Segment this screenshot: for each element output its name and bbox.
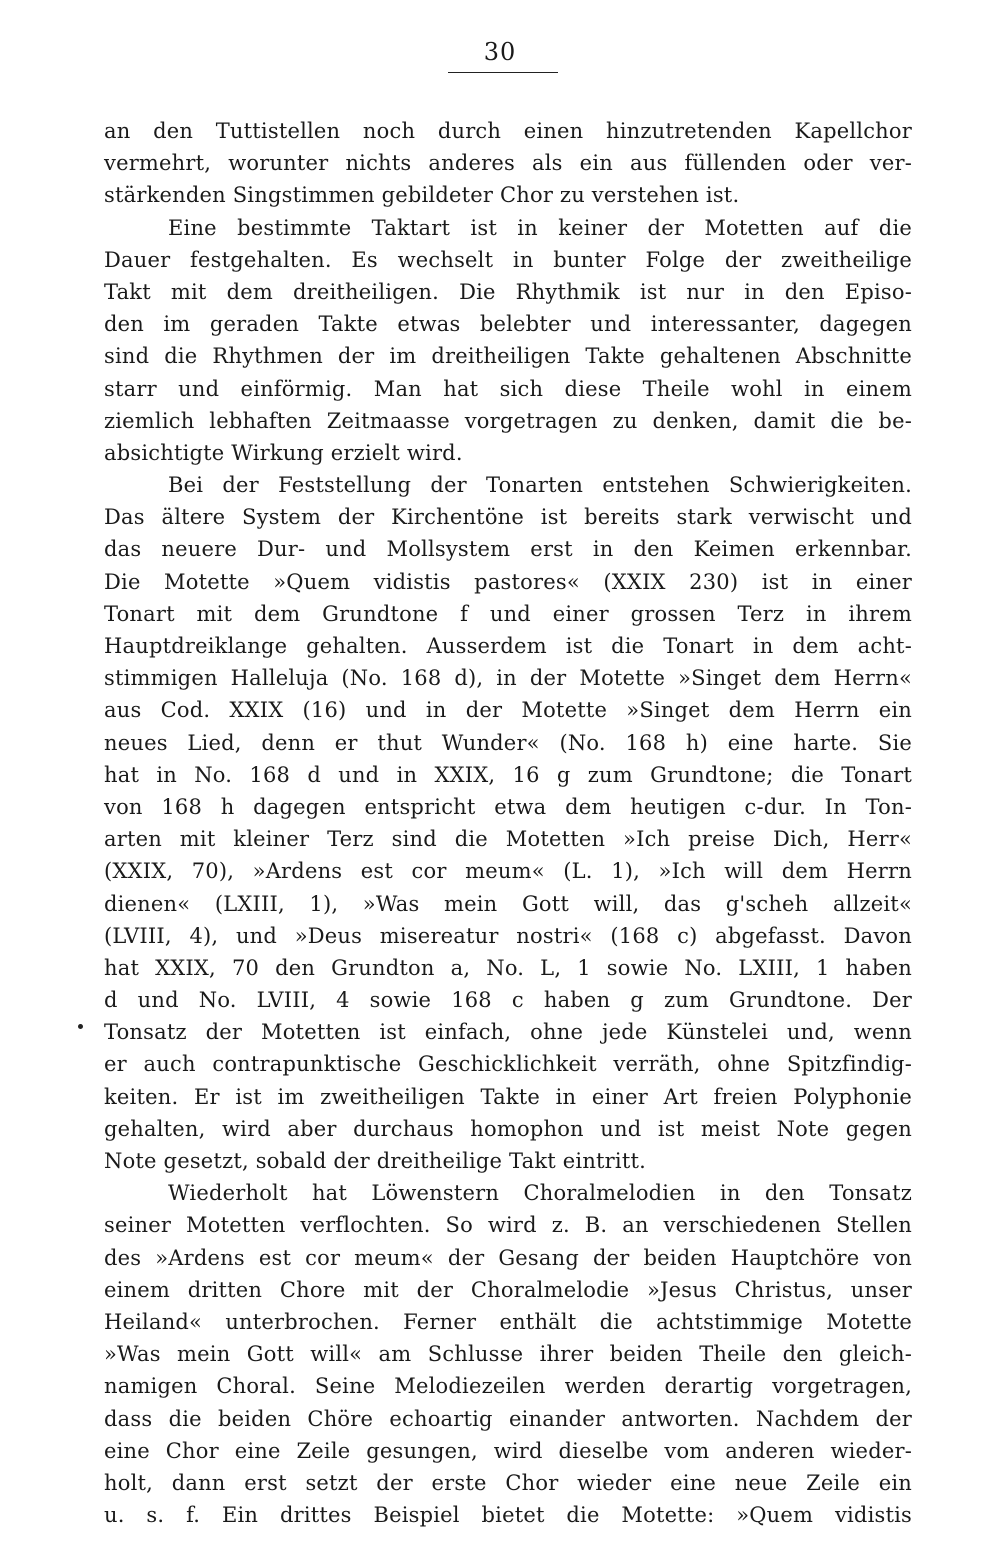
text-line: Wiederholt hat Löwenstern Choralmelodien in den Tonsatz <box>168 1181 912 1206</box>
text-line: er auch contrapunktische Geschicklichkeit verräth, ohne Spitzfindig- <box>104 1052 912 1077</box>
text-line: Tonart mit dem Grundtone f und einer grossen Terz in ihrem <box>104 601 912 626</box>
text-line: arten mit kleiner Terz sind die Motetten »Ich preise Dich, Herr« <box>104 827 912 852</box>
text-line: hat XXIX, 70 den Grundton a, No. L, 1 sowie No. LXIII, 1 haben <box>104 955 912 980</box>
text-line: keiten. Er ist im zweitheiligen Takte in einer Art freien Polyphonie <box>104 1084 912 1109</box>
text-line: ziemlich lebhaften Zeitmaasse vorgetragen zu denken, damit die be- <box>104 408 912 433</box>
text-line: des »Ardens est cor meum« der Gesang der beiden Hauptchöre von <box>104 1245 912 1270</box>
text-line: hat in No. 168 d und in XXIX, 16 g zum Grundtone; die Tonart <box>104 762 912 787</box>
text-line: von 168 h dagegen entspricht etwa dem heutigen c-dur. In Ton- <box>104 794 912 819</box>
text-line: den im geraden Takte etwas belebter und interessanter, dagegen <box>104 312 912 337</box>
text-line: stimmigen Halleluja (No. 168 d), in der Motette »Singet dem Herrn« <box>104 666 912 691</box>
text-line: einem dritten Chore mit der Choralmelodie »Jesus Christus, unser <box>104 1277 912 1302</box>
text-line: (XXIX, 70), »Ardens est cor meum« (L. 1), »Ich will dem Herrn <box>104 859 912 884</box>
text-line: Tonsatz der Motetten ist einfach, ohne jede Künstelei und, wenn <box>104 1020 912 1045</box>
text-line: u. s. f. Ein drittes Beispiel bietet die Motette: »Quem vidistis <box>104 1503 912 1528</box>
text-line: starr und einförmig. Man hat sich diese Theile wohl in einem <box>104 376 912 401</box>
text-line: namigen Choral. Seine Melodiezeilen werden derartig vorgetragen, <box>104 1374 912 1399</box>
header-rule <box>448 72 558 73</box>
text-line: Takt mit dem dreitheiligen. Die Rhythmik ist nur in den Episo- <box>104 279 912 304</box>
text-line: aus Cod. XXIX (16) und in der Motette »Singet dem Herrn ein <box>104 698 912 723</box>
text-line: eine Chor eine Zeile gesungen, wird dieselbe vom anderen wieder- <box>104 1438 912 1463</box>
text-line: gehalten, wird aber durchaus homophon und ist meist Note gegen <box>104 1116 912 1141</box>
text-line: Bei der Feststellung der Tonarten entstehen Schwierigkeiten. <box>168 473 912 498</box>
text-line: das neuere Dur- und Mollsystem erst in den Keimen erkennbar. <box>104 537 912 562</box>
text-line: absichtigte Wirkung erzielt wird. <box>104 440 463 465</box>
text-line: stärkenden Singstimmen gebildeter Chor zu verstehen ist. <box>104 183 740 208</box>
text-line: Dauer festgehalten. Es wechselt in bunter Folge der zweitheilige <box>104 247 912 272</box>
page-number: 30 <box>483 38 517 66</box>
text-line: Heiland« unterbrochen. Ferner enthält die achtstimmige Motette <box>104 1309 912 1334</box>
text-line: dienen« (LXIII, 1), »Was mein Gott will, das g'scheh allzeit« <box>104 891 912 916</box>
text-line: Das ältere System der Kirchentöne ist bereits stark verwischt und <box>104 505 912 530</box>
body-text <box>104 115 912 1531</box>
text-line: (LVIII, 4), und »Deus misereatur nostri« (168 c) abgefasst. Davon <box>104 923 912 948</box>
text-line: Note gesetzt, sobald der dreitheilige Takt eintritt. <box>104 1149 646 1173</box>
text-line: holt, dann erst setzt der erste Chor wieder eine neue Zeile ein <box>104 1470 912 1495</box>
text-line: sind die Rhythmen der im dreitheiligen Takte gehaltenen Abschnitte <box>104 344 912 369</box>
text-line: »Was mein Gott will« am Schlusse ihrer beiden Theile den gleich- <box>104 1342 912 1367</box>
text-line: an den Tuttistellen noch durch einen hinzutretenden Kapellchor <box>104 119 912 143</box>
text-line: neues Lied, denn er thut Wunder« (No. 168 h) eine harte. Sie <box>104 730 912 755</box>
text-line: dass die beiden Chöre echoartig einander antworten. Nachdem der <box>104 1406 912 1431</box>
text-line: vermehrt, worunter nichts anderes als ein aus füllenden oder ver- <box>104 151 912 176</box>
margin-mark <box>78 1024 83 1029</box>
text-line: Die Motette »Quem vidistis pastores« (XXIX 230) ist in einer <box>104 569 912 594</box>
text-line: seiner Motetten verflochten. So wird z. B. an verschiedenen Stellen <box>104 1213 912 1238</box>
text-line: d und No. LVIII, 4 sowie 168 c haben g zum Grundtone. Der <box>104 988 912 1013</box>
text-line: Eine bestimmte Taktart ist in keiner der Motetten auf die <box>168 215 912 240</box>
text-line: Hauptdreiklange gehalten. Ausserdem ist die Tonart in dem acht- <box>104 634 912 658</box>
